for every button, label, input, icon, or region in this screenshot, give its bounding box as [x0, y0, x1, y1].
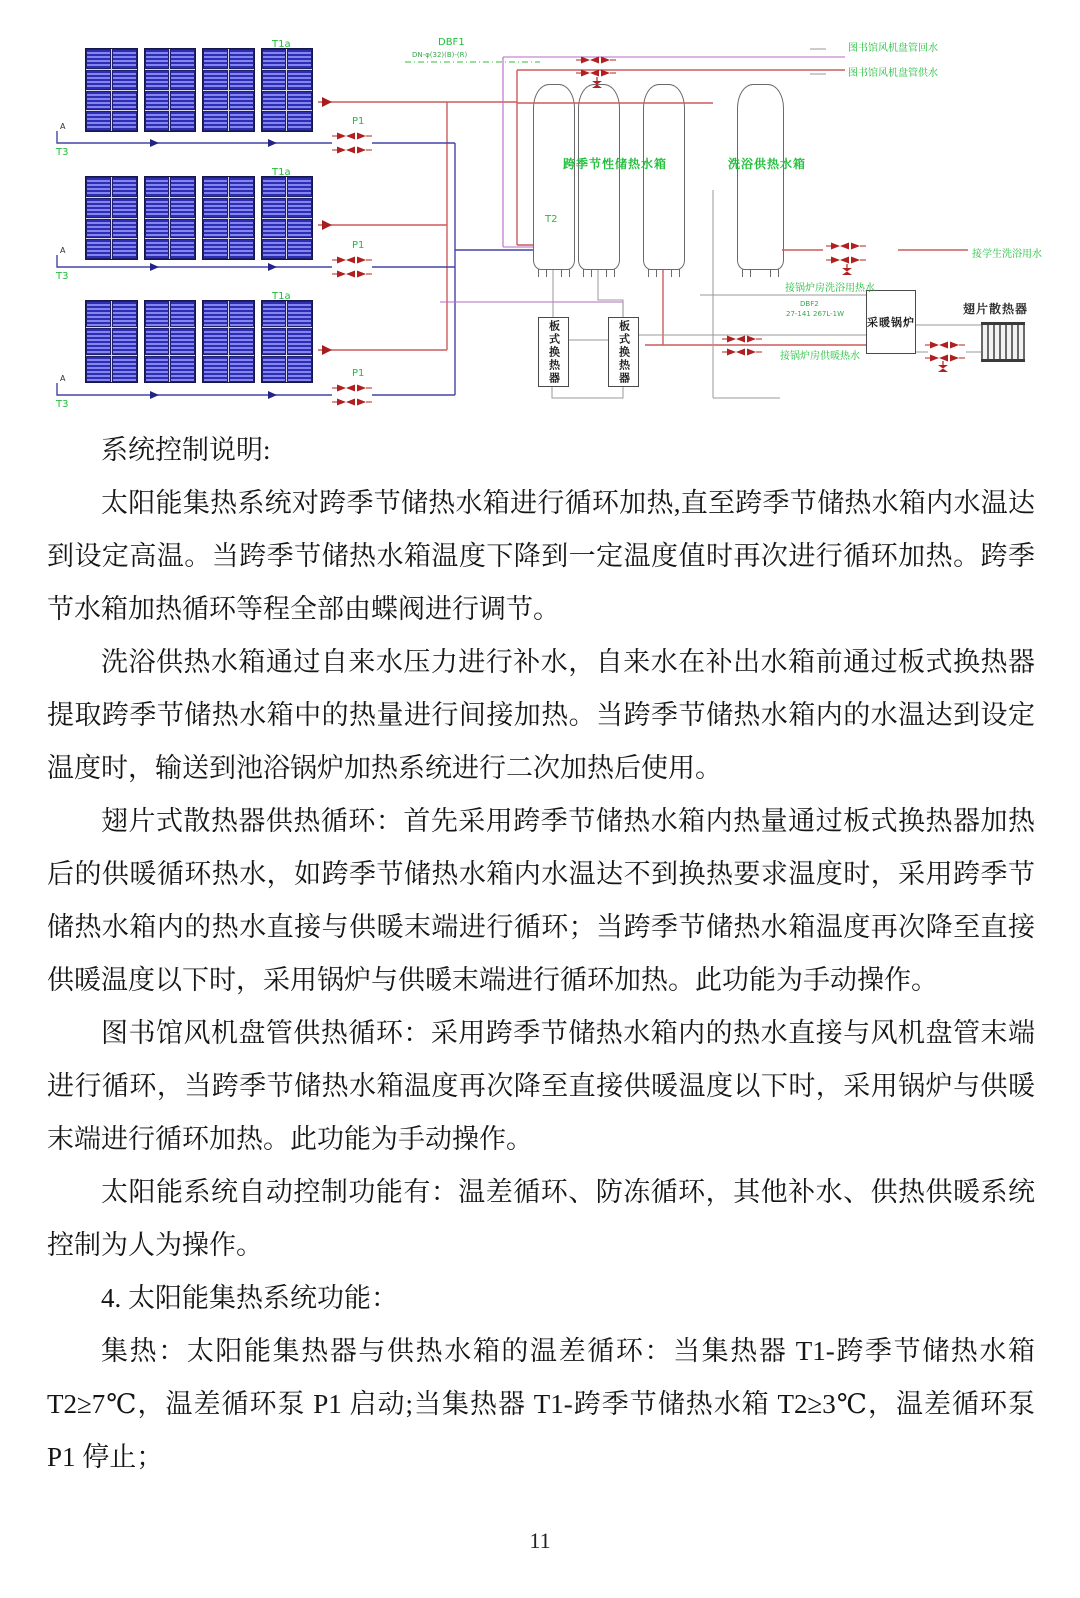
plate-heat-exchanger: 板式换热器 — [608, 317, 639, 387]
sensor-tag-t2: T2 — [545, 214, 558, 225]
paragraph: 洗浴供热水箱通过自来水压力进行补水，自来水在补出水箱前通过板式换热器提取跨季节储热水箱中的热量进行间接加热。当跨季节储热水箱内的水温达到设定温度时，输送到池浴锅炉加热系统进行二次加热后使用。 — [47, 647, 1035, 783]
solar-collector-array — [85, 176, 313, 260]
section-heading: 系统控制说明: — [101, 435, 271, 465]
meter-tag-dbf2: DBF2 — [800, 300, 819, 308]
pump-icon — [925, 350, 965, 360]
paragraph: 太阳能集热系统对跨季节储热水箱进行循环加热,直至跨季节储热水箱内水温达到设定高温。当跨季节储热水箱温度下降到一定温度值时再次进行循环加热。跨季节水箱加热循环等程全部由蝶阀进行调节。 — [47, 488, 1035, 624]
pump-icon — [332, 128, 372, 138]
solar-system-schematic — [0, 0, 1080, 420]
boiler-heat-hot-label: 接锅炉房供暖热水 — [780, 351, 860, 362]
fin-radiator — [981, 322, 1025, 362]
point-mark-a: A — [60, 374, 66, 383]
pump-icon — [722, 344, 762, 354]
pump-icon — [826, 252, 866, 262]
motor-valve-icon — [840, 263, 854, 275]
radiator-label: 翅片散热器 — [963, 302, 1029, 316]
meter-tag-dbf1: DBF1 — [438, 37, 465, 48]
pump-icon — [332, 394, 372, 404]
seasonal-storage-tank — [643, 84, 685, 270]
pump-icon — [576, 52, 616, 62]
paragraph: 集热：太阳能集热器与供热水箱的温差循环：当集热器 T1-跨季节储热水箱 T2≥7℃，温差循环泵 P1 启动;当集热器 T1-跨季节储热水箱 T2≥3℃，温差循环泵 P1 停止； — [47, 1336, 1035, 1472]
fan-coil-return-label: 图书馆风机盘管回水 — [848, 43, 938, 54]
pump-tag-p1: P1 — [352, 240, 365, 251]
page-number: 11 — [529, 1528, 551, 1553]
motor-valve-icon — [936, 360, 950, 372]
sensor-tag-t3: T3 — [56, 147, 69, 158]
paragraph: 太阳能系统自动控制功能有：温差循环、防冻循环，其他补水、供热供暖系统控制为人为操作。 — [47, 1177, 1035, 1260]
motor-valve-icon — [590, 76, 604, 88]
pump-icon — [332, 380, 372, 390]
point-mark-a: A — [60, 122, 66, 131]
pump-icon — [332, 266, 372, 276]
sensor-tag-t3: T3 — [56, 399, 69, 410]
sensor-tag-t3: T3 — [56, 271, 69, 282]
solar-collector-array — [85, 300, 313, 383]
bath-tank-label: 洗浴供热水箱 — [728, 157, 807, 171]
heating-boiler: 采暖锅炉 — [866, 290, 916, 354]
fan-coil-supply-label: 图书馆风机盘管供水 — [848, 68, 938, 79]
student-bath-label: 接学生洗浴用水 — [972, 249, 1042, 260]
pump-tag-p1: P1 — [352, 116, 365, 127]
bath-supply-tank — [737, 84, 784, 270]
sensor-tag-t1a: T1a — [272, 167, 291, 178]
pump-icon — [576, 65, 616, 75]
system-control-text — [47, 424, 1035, 1484]
boiler-bath-hot-label: 接锅炉房洗浴用热水 — [785, 283, 875, 294]
paragraph: 图书馆风机盘管供热循环：采用跨季节储热水箱内的热水直接与风机盘管末端进行循环，当跨季节储热水箱温度再次降至直接供暖温度以下时，采用锅炉与供暖末端进行循环加热。此功能为手动操作。 — [47, 1018, 1035, 1154]
pump-icon — [826, 238, 866, 248]
solar-collector-array — [85, 48, 313, 132]
pump-icon — [332, 252, 372, 262]
seasonal-storage-tank — [533, 84, 575, 270]
plate-heat-exchanger: 板式换热器 — [538, 317, 569, 387]
point-mark-a: A — [60, 246, 66, 255]
meter-spec-dbf2: 27-141 267L-1W — [786, 310, 845, 318]
paragraph: 翅片式散热器供热循环：首先采用跨季节储热水箱内热量通过板式换热器加热后的供暖循环热水，如跨季节储热水箱内水温达不到换热要求温度时，采用跨季节储热水箱内的热水直接与供暖末端进行循环；当跨季节储热水箱温度再次降至直接供暖温度以下时，采用锅炉与供暖末端进行循环加热。此功能为手动操作。 — [47, 806, 1035, 995]
sensor-tag-t1a: T1a — [272, 291, 291, 302]
seasonal-storage-tank — [578, 84, 620, 270]
pump-icon — [722, 331, 762, 341]
paragraph: 4. 太阳能集热系统功能： — [101, 1283, 398, 1313]
meter-spec-dbf1: DN-φ(32)(B)-(R) — [412, 51, 468, 59]
pump-icon — [925, 337, 965, 347]
pump-icon — [332, 142, 372, 152]
sensor-tag-t1a: T1a — [272, 39, 291, 50]
seasonal-tank-label: 跨季节性储热水箱 — [563, 157, 668, 171]
pump-tag-p1: P1 — [352, 368, 365, 379]
